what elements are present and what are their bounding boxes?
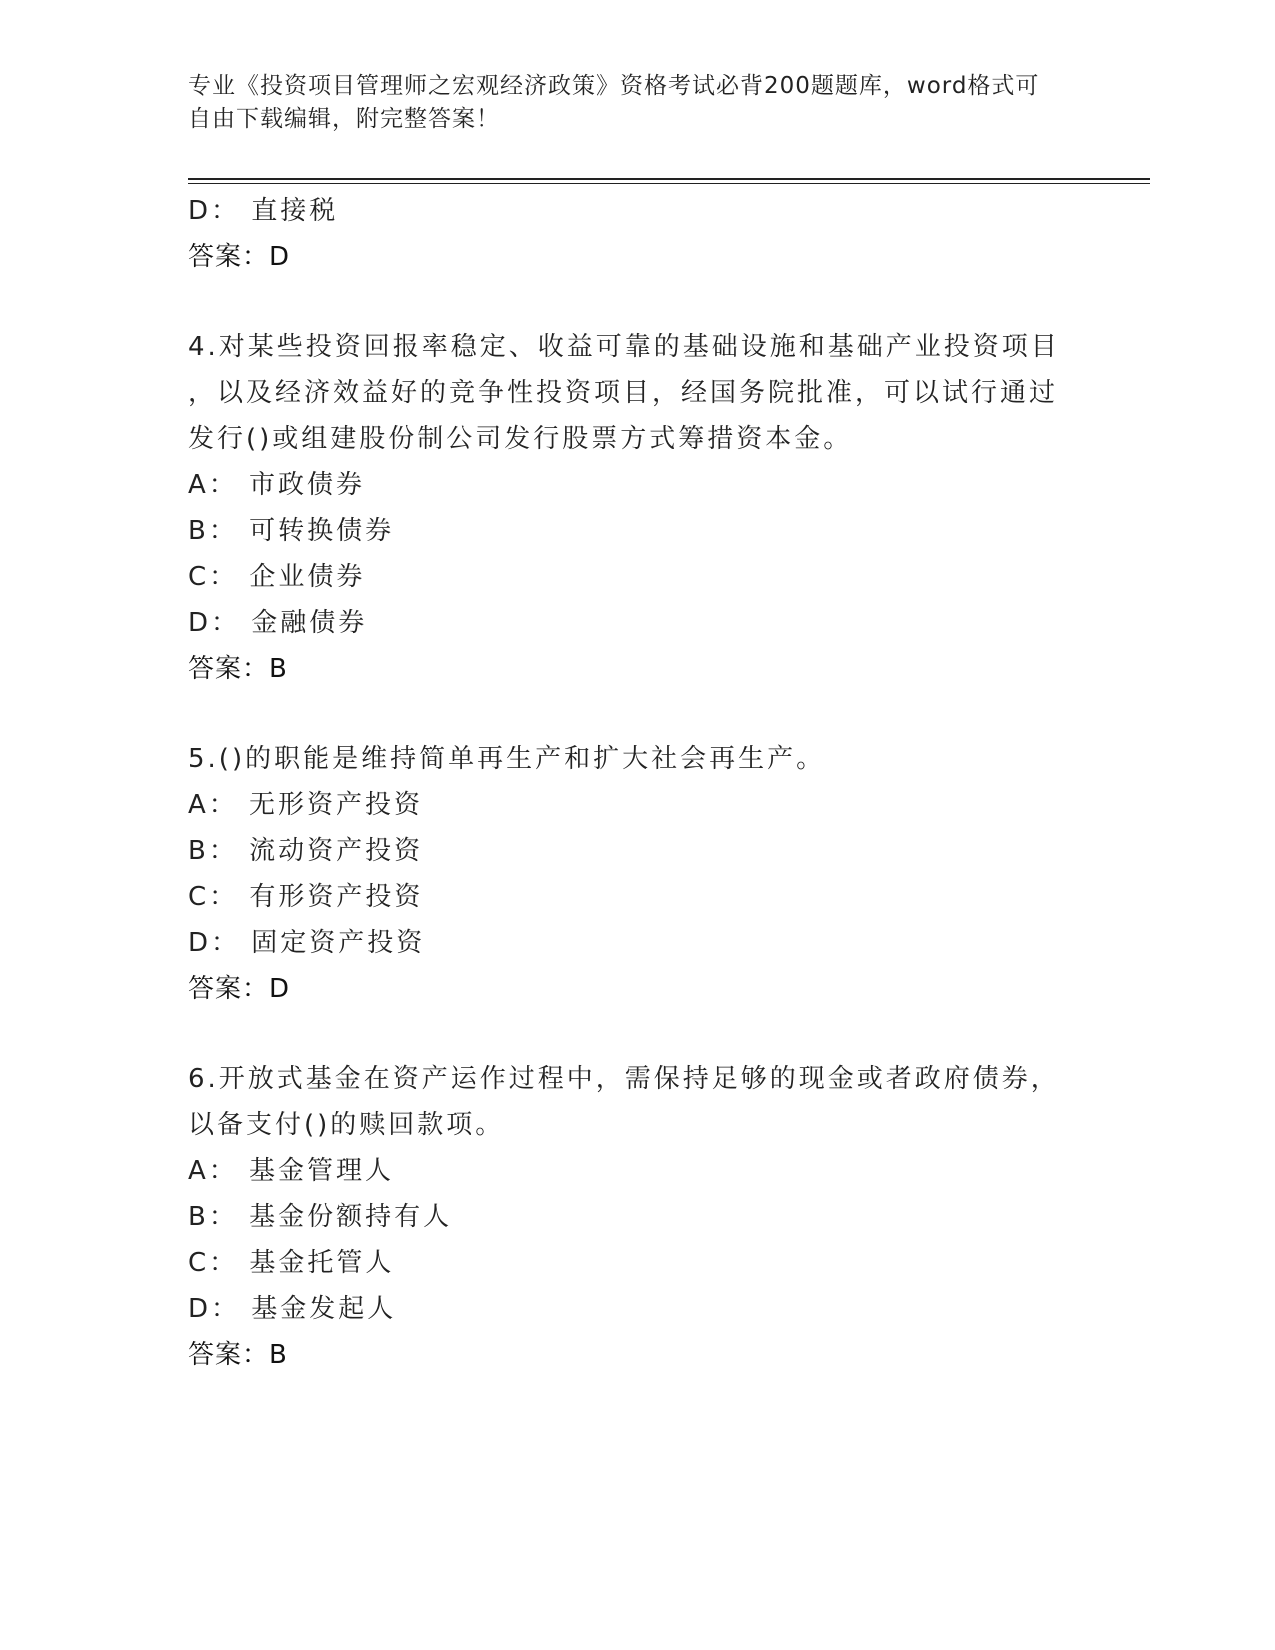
option-c: C： 有形资产投资 — [188, 882, 424, 912]
question-text-line: 5.()的职能是维持简单再生产和扩大社会再生产。 — [188, 744, 826, 774]
option-b: B： 流动资产投资 — [188, 836, 424, 866]
option-b: B： 可转换债券 — [188, 516, 395, 546]
option-d: D： 金融债券 — [188, 608, 368, 638]
question-content — [188, 188, 1088, 1378]
question-text-line: 发行()或组建股份制公司发行股票方式筹措资本金。 — [188, 424, 853, 454]
header-line-1: 专业《投资项目管理师之宏观经济政策》资格考试必背200题题库，word格式可 — [188, 73, 1040, 99]
answer: 答案：D — [188, 242, 291, 272]
answer: 答案：B — [188, 1340, 288, 1370]
question-text-line: 以备支付()的赎回款项。 — [188, 1110, 505, 1140]
answer: 答案：D — [188, 974, 291, 1004]
document-header — [188, 70, 1068, 136]
option-d: D： 基金发起人 — [188, 1294, 397, 1324]
answer: 答案：B — [188, 654, 288, 684]
option-c: C： 基金托管人 — [188, 1248, 395, 1278]
header-divider-thick — [188, 178, 1150, 180]
question-text-line: 4.对某些投资回报率稳定、收益可靠的基础设施和基础产业投资项目 — [188, 332, 1060, 362]
option-b: B： 基金份额持有人 — [188, 1202, 453, 1232]
option-d: D： 直接税 — [188, 196, 339, 226]
option-c: C： 企业债券 — [188, 562, 366, 592]
option-a: A： 无形资产投资 — [188, 790, 424, 820]
question-5 — [188, 736, 1088, 1012]
question-4 — [188, 324, 1088, 692]
previous-question-tail — [188, 188, 1088, 280]
question-6 — [188, 1056, 1088, 1378]
option-a: A： 市政债券 — [188, 470, 366, 500]
header-divider-thin — [188, 183, 1150, 184]
question-text-line: ，以及经济效益好的竞争性投资项目，经国务院批准，可以试行通过 — [188, 378, 1059, 408]
header-line-2: 自由下载编辑，附完整答案！ — [188, 106, 500, 132]
option-d: D： 固定资产投资 — [188, 928, 426, 958]
option-a: A： 基金管理人 — [188, 1156, 395, 1186]
question-text-line: 6.开放式基金在资产运作过程中，需保持足够的现金或者政府债券， — [188, 1064, 1060, 1094]
